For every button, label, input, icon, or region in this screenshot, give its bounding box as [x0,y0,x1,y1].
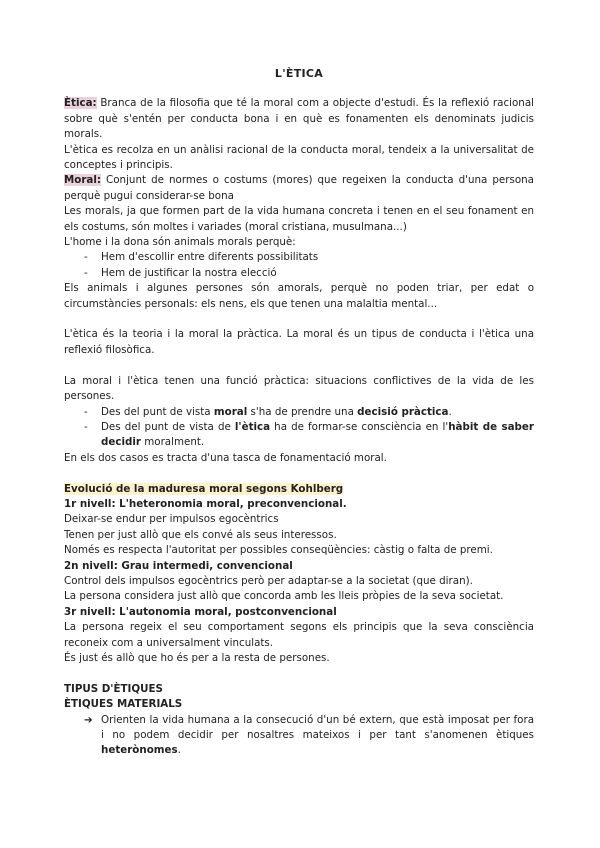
moral-definition [64,173,534,204]
level-1-title: 1r nivell: L'heteronomia moral, preconvencional. [64,497,347,510]
material-ethics-list [64,713,534,759]
moral-definition-text: Conjunt de normes o costums (mores) que regeixen la conducta d'una persona perquè pugui considerar-se bona [64,174,534,202]
etica-definition-text: Branca de la filosofia que té la moral com a objecte d'estudi. És la reflexió racional sobre què s'entén per conducta bona i en què es fonamenten els denominats judicis morals. [64,97,534,141]
amoral-paragraph: Els animals i algunes persones són amorals, perquè no poden triar, per edat o circumstàncies personals: els nens, els que tenen una malaltia mental... [64,282,534,310]
level-3-line: És just és allò que ho és per a la resta de persones. [64,651,330,664]
kohlberg-heading [64,482,534,497]
list-item: - Des del punt de vista de l'ètica ha de formar-se consciència en l'hàbit de saber decidir moralment. [84,420,534,451]
level-3-line: La persona regeix el seu comportament segons els principis que la seva consciència reconeix com a universalment vinculats. [64,621,534,649]
kohlberg-heading-text: Evolució de la maduresa moral segons Kohlberg [64,482,344,495]
theory-practice-paragraph: L'ètica és la teoria i la moral la pràctica. La moral és un tipus de conducta i l'ètica una reflexió filosòfica. [64,328,534,356]
material-ethics-heading: ÈTIQUES MATERIALS [64,698,183,711]
list-item: ➔ Orienten la vida humana a la consecució d'un bé extern, que està imposat per fora i no podem decidir per nosaltres mateixos i per tant s'anomenen ètiques heterònomes. [84,713,534,757]
level-1-line: Tenen per just allò que els convé als seus interessos. [64,528,337,541]
moral-reasons-list [64,250,534,281]
moral-reasons-intro: L'home i la dona són animals morals perquè: [64,236,296,249]
level-2-title: 2n nivell: Grau intermedi, convencional [64,559,293,572]
level-2-line: La persona considera just allò que concorda amb les lleis pròpies de la seva societat. [64,590,504,603]
moral-term: Moral: [64,174,101,187]
etica-term: Ètica: [64,97,97,110]
level-3-title: 3r nivell: L'autonomia moral, postconvencional [64,605,337,618]
document-page [64,66,534,759]
list-item: - Hem de justificar la nostra elecció [84,266,534,281]
etica-paragraph: L'ètica es recolza en un anàlisi racional de la conducta moral, tendeix a la universalitat de conceptes i principis. [64,143,534,172]
moral-paragraph: Les morals, ja que formen part de la vida humana concreta i tenen en el seu fonament en els costums, són moltes i variades (moral cristiana, musulmana...) [64,205,534,233]
spacer [64,666,534,681]
page-title: L'ÈTICA [274,67,324,80]
types-heading: TIPUS D'ÈTIQUES [64,682,163,695]
list-item: - Hem d'escollir entre diferents possibilitats [84,250,534,265]
list-item: - Des del punt de vista moral s'ha de prendre una decisió pràctica. [84,405,534,420]
spacer [64,358,534,373]
spacer [64,312,534,327]
function-intro: La moral i l'ètica tenen una funció pràctica: situacions conflictives de la vida de les persones. [64,374,534,403]
function-list [64,405,534,451]
level-1-line: Deixar-se endur per impulsos egocèntrics [64,513,279,526]
etica-definition [64,96,534,142]
function-outro: En els dos casos es tracta d'una tasca de fonamentació moral. [64,451,387,464]
spacer [64,466,534,481]
level-2-line: Control dels impulsos egocèntrics però per adaptar-se a la societat (que diran). [64,574,473,587]
level-1-line: Només es respecta l'autoritat per possibles conseqüències: càstig o falta de premi. [64,544,493,557]
arrow-icon: ➔ [84,713,93,726]
